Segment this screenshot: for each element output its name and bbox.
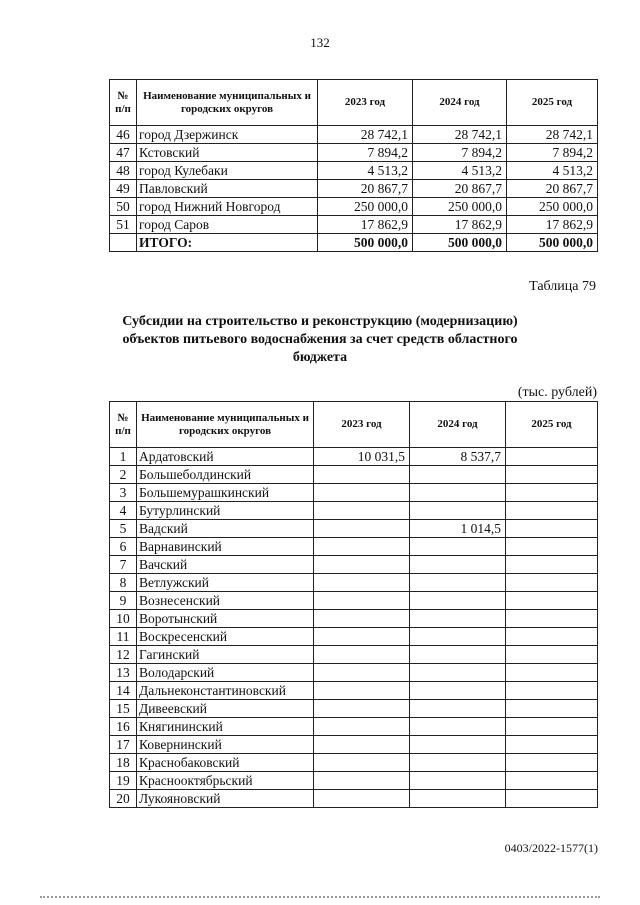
row-number: 8	[110, 574, 137, 592]
value-2023	[314, 718, 410, 736]
value-2025	[506, 466, 598, 484]
total-label: ИТОГО:	[137, 234, 318, 252]
header-2023: 2023 год	[314, 402, 410, 448]
value-2023	[314, 772, 410, 790]
value-2024	[410, 502, 506, 520]
value-2025	[506, 484, 598, 502]
document-code: 0403/2022-1577(1)	[504, 841, 598, 855]
table-header-row	[110, 402, 598, 448]
value-2025	[506, 628, 598, 646]
row-number: 16	[110, 718, 137, 736]
total-2024: 500 000,0	[413, 234, 507, 252]
row-name: Бутурлинский	[137, 502, 314, 520]
units-label: (тыс. рублей)	[517, 385, 597, 400]
table-row	[110, 162, 598, 180]
value-2025: 250 000,0	[507, 198, 598, 216]
value-2024	[410, 754, 506, 772]
row-number: 6	[110, 538, 137, 556]
row-name: Краснооктябрьский	[137, 772, 314, 790]
table-row	[110, 736, 598, 754]
row-name: Лукояновский	[137, 790, 314, 808]
row-number: 19	[110, 772, 137, 790]
row-number: 13	[110, 664, 137, 682]
value-2023	[314, 700, 410, 718]
row-number: 50	[110, 198, 137, 216]
value-2025	[506, 610, 598, 628]
row-number: 9	[110, 592, 137, 610]
value-2025: 7 894,2	[507, 144, 598, 162]
value-2024: 7 894,2	[413, 144, 507, 162]
value-2024: 20 867,7	[413, 180, 507, 198]
table-title: Субсидии на строительство и реконструкцию (модернизацию) объектов питьевого водоснабжения за счет средств областного бюджета	[122, 314, 518, 365]
row-name: Вадский	[137, 520, 314, 538]
row-name: Краснобаковский	[137, 754, 314, 772]
value-2024	[410, 718, 506, 736]
row-name: город Нижний Новгород	[137, 198, 318, 216]
value-2024: 4 513,2	[413, 162, 507, 180]
value-2024	[410, 592, 506, 610]
value-2023	[314, 574, 410, 592]
row-name: Дивеевский	[137, 700, 314, 718]
header-name: Наименование муниципальных и городских округов	[137, 402, 314, 448]
header-name: Наименование муниципальных и городских округов	[137, 80, 318, 126]
value-2025	[506, 754, 598, 772]
value-2023	[314, 754, 410, 772]
value-2025: 28 742,1	[507, 126, 598, 144]
value-2023: 4 513,2	[318, 162, 413, 180]
table-row	[110, 664, 598, 682]
table-row	[110, 484, 598, 502]
value-2024: 17 862,9	[413, 216, 507, 234]
value-2023: 250 000,0	[318, 198, 413, 216]
row-number: 12	[110, 646, 137, 664]
row-name: Володарский	[137, 664, 314, 682]
row-name: Кстовский	[137, 144, 318, 162]
row-number: 7	[110, 556, 137, 574]
value-2025	[506, 502, 598, 520]
value-2024	[410, 664, 506, 682]
total-num	[110, 234, 137, 252]
table-row	[110, 790, 598, 808]
value-2025	[506, 664, 598, 682]
row-name: Ковернинский	[137, 736, 314, 754]
value-2023: 10 031,5	[314, 448, 410, 466]
row-number: 18	[110, 754, 137, 772]
row-number: 15	[110, 700, 137, 718]
table-row	[110, 520, 598, 538]
table-row	[110, 646, 598, 664]
value-2025	[506, 682, 598, 700]
header-2024: 2024 год	[413, 80, 507, 126]
header-num: № п/п	[110, 80, 137, 126]
value-2023	[314, 736, 410, 754]
table-row	[110, 682, 598, 700]
row-number: 46	[110, 126, 137, 144]
value-2025	[506, 520, 598, 538]
row-name: Большеболдинский	[137, 466, 314, 484]
header-2024: 2024 год	[410, 402, 506, 448]
value-2025	[506, 592, 598, 610]
value-2024	[410, 736, 506, 754]
row-name: Большемурашкинский	[137, 484, 314, 502]
table-row	[110, 538, 598, 556]
value-2025	[506, 700, 598, 718]
table-number-label: Таблица 79	[529, 279, 596, 294]
value-2023	[314, 484, 410, 502]
value-2024	[410, 682, 506, 700]
row-number: 20	[110, 790, 137, 808]
table-header-row	[110, 80, 598, 126]
table-row	[110, 216, 598, 234]
value-2023	[314, 664, 410, 682]
value-2025	[506, 718, 598, 736]
row-name: Ветлужский	[137, 574, 314, 592]
row-name: город Дзержинск	[137, 126, 318, 144]
value-2023	[314, 682, 410, 700]
value-2023: 28 742,1	[318, 126, 413, 144]
row-number: 4	[110, 502, 137, 520]
value-2023	[314, 466, 410, 484]
header-2025: 2025 год	[506, 402, 598, 448]
row-name: Вознесенский	[137, 592, 314, 610]
table-row	[110, 126, 598, 144]
row-number: 49	[110, 180, 137, 198]
value-2024	[410, 538, 506, 556]
row-number: 3	[110, 484, 137, 502]
row-number: 5	[110, 520, 137, 538]
page-number: 132	[310, 35, 330, 50]
table-row	[110, 448, 598, 466]
value-2025	[506, 790, 598, 808]
value-2023	[314, 628, 410, 646]
value-2023: 17 862,9	[318, 216, 413, 234]
value-2025	[506, 772, 598, 790]
row-name: Ардатовский	[137, 448, 314, 466]
row-name: Дальнеконстантиновский	[137, 682, 314, 700]
total-2025: 500 000,0	[507, 234, 598, 252]
value-2025: 17 862,9	[507, 216, 598, 234]
subsidy-table-continued	[109, 79, 598, 252]
value-2025	[506, 574, 598, 592]
table-row	[110, 180, 598, 198]
value-2023	[314, 538, 410, 556]
value-2025	[506, 736, 598, 754]
total-2023: 500 000,0	[318, 234, 413, 252]
row-name: город Кулебаки	[137, 162, 318, 180]
row-number: 48	[110, 162, 137, 180]
value-2023: 20 867,7	[318, 180, 413, 198]
value-2025	[506, 538, 598, 556]
row-name: Гагинский	[137, 646, 314, 664]
value-2023	[314, 556, 410, 574]
header-2025: 2025 год	[507, 80, 598, 126]
row-name: город Саров	[137, 216, 318, 234]
value-2023	[314, 502, 410, 520]
row-number: 47	[110, 144, 137, 162]
value-2024: 250 000,0	[413, 198, 507, 216]
value-2024	[410, 646, 506, 664]
value-2024: 1 014,5	[410, 520, 506, 538]
value-2024	[410, 484, 506, 502]
table-row	[110, 466, 598, 484]
value-2025	[506, 448, 598, 466]
value-2025	[506, 556, 598, 574]
value-2024	[410, 610, 506, 628]
table-row	[110, 144, 598, 162]
value-2024	[410, 772, 506, 790]
row-number: 51	[110, 216, 137, 234]
value-2023	[314, 520, 410, 538]
row-name: Воротынский	[137, 610, 314, 628]
value-2025	[506, 646, 598, 664]
row-number: 10	[110, 610, 137, 628]
value-2023	[314, 646, 410, 664]
row-name: Варнавинский	[137, 538, 314, 556]
row-number: 1	[110, 448, 137, 466]
value-2024	[410, 574, 506, 592]
value-2024	[410, 790, 506, 808]
value-2024: 8 537,7	[410, 448, 506, 466]
scan-artifact-line	[40, 896, 600, 898]
value-2024	[410, 628, 506, 646]
row-name: Павловский	[137, 180, 318, 198]
value-2024: 28 742,1	[413, 126, 507, 144]
value-2023	[314, 790, 410, 808]
value-2023	[314, 592, 410, 610]
header-2023: 2023 год	[318, 80, 413, 126]
row-number: 14	[110, 682, 137, 700]
value-2024	[410, 700, 506, 718]
water-supply-subsidy-table	[109, 401, 598, 808]
value-2025: 4 513,2	[507, 162, 598, 180]
value-2024	[410, 466, 506, 484]
row-name: Княгининский	[137, 718, 314, 736]
value-2023	[314, 610, 410, 628]
table-row	[110, 502, 598, 520]
table-row	[110, 628, 598, 646]
table-row	[110, 718, 598, 736]
value-2025: 20 867,7	[507, 180, 598, 198]
table-row	[110, 700, 598, 718]
value-2023: 7 894,2	[318, 144, 413, 162]
total-row	[110, 234, 598, 252]
row-name: Воскресенский	[137, 628, 314, 646]
table-row	[110, 556, 598, 574]
row-number: 11	[110, 628, 137, 646]
table-row	[110, 198, 598, 216]
value-2024	[410, 556, 506, 574]
table-row	[110, 592, 598, 610]
row-number: 2	[110, 466, 137, 484]
table-row	[110, 754, 598, 772]
row-number: 17	[110, 736, 137, 754]
row-name: Вачский	[137, 556, 314, 574]
header-num: № п/п	[110, 402, 137, 448]
table-row	[110, 610, 598, 628]
table-row	[110, 772, 598, 790]
table-row	[110, 574, 598, 592]
